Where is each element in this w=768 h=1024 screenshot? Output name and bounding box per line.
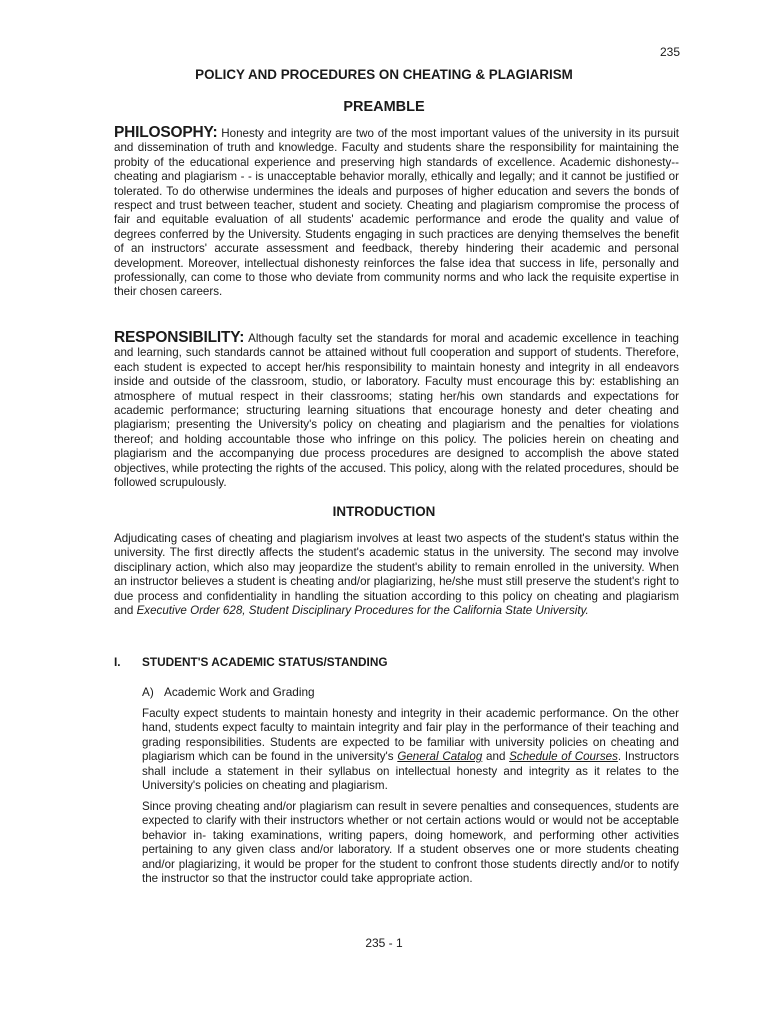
section-heading — [114, 655, 388, 669]
preamble-heading: PREAMBLE — [343, 99, 425, 115]
para1-text-c: . Instructors shall include a statement in their syllabus on intellectual honesty and integrity as it relates to the University's policies on cheating and plagiarism. — [142, 750, 679, 793]
philosophy-lead: PHILOSOPHY: — [114, 124, 218, 141]
page-number-bottom: 235 - 1 — [365, 936, 403, 950]
philosophy-text: Honesty and integrity are two of the most important values of the university in its pursuit and dissemination of truth and knowledge. Faculty and students share the responsibility for maintaining the probity of the educational experience and preserving high standards of excellence. Academic dishonesty--cheating and plagiarism - - is unacceptable behavior morally, ethically and legally; and it cannot be justified or tolerated. To do otherwise undermines the ideals and purposes of higher education and severs the bonds of respect and trust between teacher, student and society. Cheating and plagiarism compromise the process of fair and equitable evaluation of all students' academic performance and erode the quality and value of degrees conferred by the University. Students engaging in such practices are denying themselves the benefit of an instructors' accurate assessment and feedback, thereby hindering their academic and personal development. Moreover, intellectual dishonesty reinforces the false idea that success in life, personally and professionally, can come to those who deviate from community norms and who lack the requisite expertise in their chosen careers. — [114, 127, 679, 299]
executive-order-reference: Executive Order 628, Student Disciplinary Procedures for the California State University. — [136, 604, 589, 618]
subsection-heading — [142, 685, 315, 699]
schedule-of-courses-link[interactable]: Schedule of Courses — [509, 750, 618, 764]
subsection-title: Academic Work and Grading — [164, 685, 315, 699]
introduction-heading: INTRODUCTION — [332, 504, 436, 519]
section-title: STUDENT'S ACADEMIC STATUS/STANDING — [142, 655, 388, 669]
introduction-text: Adjudicating cases of cheating and plagiarism involves at least two aspects of the student's status within the university. The first directly affects the student's academic status in the university. The second may involve disciplinary action, which also may jeopardize the student's ability to remain enrolled in the university. When an instructor believes a student is cheating and/or plagiarizing, he/she must still preserve the student's right to due process and confidentiality in handling the situation according to this policy on cheating and plagiarism and — [114, 532, 679, 618]
document-title: POLICY AND PROCEDURES ON CHEATING & PLAGIARISM — [195, 67, 573, 82]
academic-work-paragraph-1 — [142, 707, 679, 793]
subsection-letter: A) — [142, 685, 154, 699]
general-catalog-link[interactable]: General Catalog — [397, 750, 483, 764]
responsibility-paragraph — [114, 331, 679, 490]
introduction-paragraph — [114, 532, 679, 618]
philosophy-paragraph — [114, 126, 679, 300]
responsibility-text: Although faculty set the standards for moral and academic excellence in teaching and learning, such standards cannot be attained without full cooperation and support of students. Therefore, each student is expected to accept her/his responsibility to maintain honesty and integrity in all endeavors inside and outside of the classroom, studio, or laboratory. Faculty must encourage this by: establishing an atmosphere of mutual respect in their classrooms; stating her/his own standards and expectations for academic performance; structuring learning situations that encourage honesty and deter cheating and plagiarism; presenting the University's policy on cheating and plagiarism and the penalties for violations thereof; and holding accountable those who infringe on this policy. The policies herein on cheating and plagiarism and the accompanying due process procedures are designed to accomplish the above stated objectives, while protecting the rights of the accused. This policy, along with the related procedures, should be followed scrupulously. — [114, 332, 679, 490]
para1-text-b: and — [482, 750, 510, 764]
section-number: I. — [114, 655, 121, 669]
para1-text-a: Faculty expect students to maintain honesty and integrity in their academic performance. On the other hand, students expect faculty to maintain integrity and fair play in the performance of their teaching and grading responsibilities. Students are expected to be familiar with university policies on cheating and plagiarism which can be found in the university's — [142, 707, 679, 764]
academic-work-paragraph-2: Since proving cheating and/or plagiarism can result in severe penalties and consequences, students are expected to clarify with their instructors whether or not certain actions would or would not be acceptable behavior in- taking examinations, writing papers, doing homework, and performing other activities pertaining to any given class and/or laboratory. If a student observes one or more students cheating and/or plagiarizing, it would be proper for the student to confront those students directly and/or to notify the instructor so that the instructor could take appropriate action. — [142, 800, 679, 886]
page-number-top: 235 — [659, 45, 680, 59]
responsibility-lead: RESPONSIBILITY: — [114, 329, 245, 346]
